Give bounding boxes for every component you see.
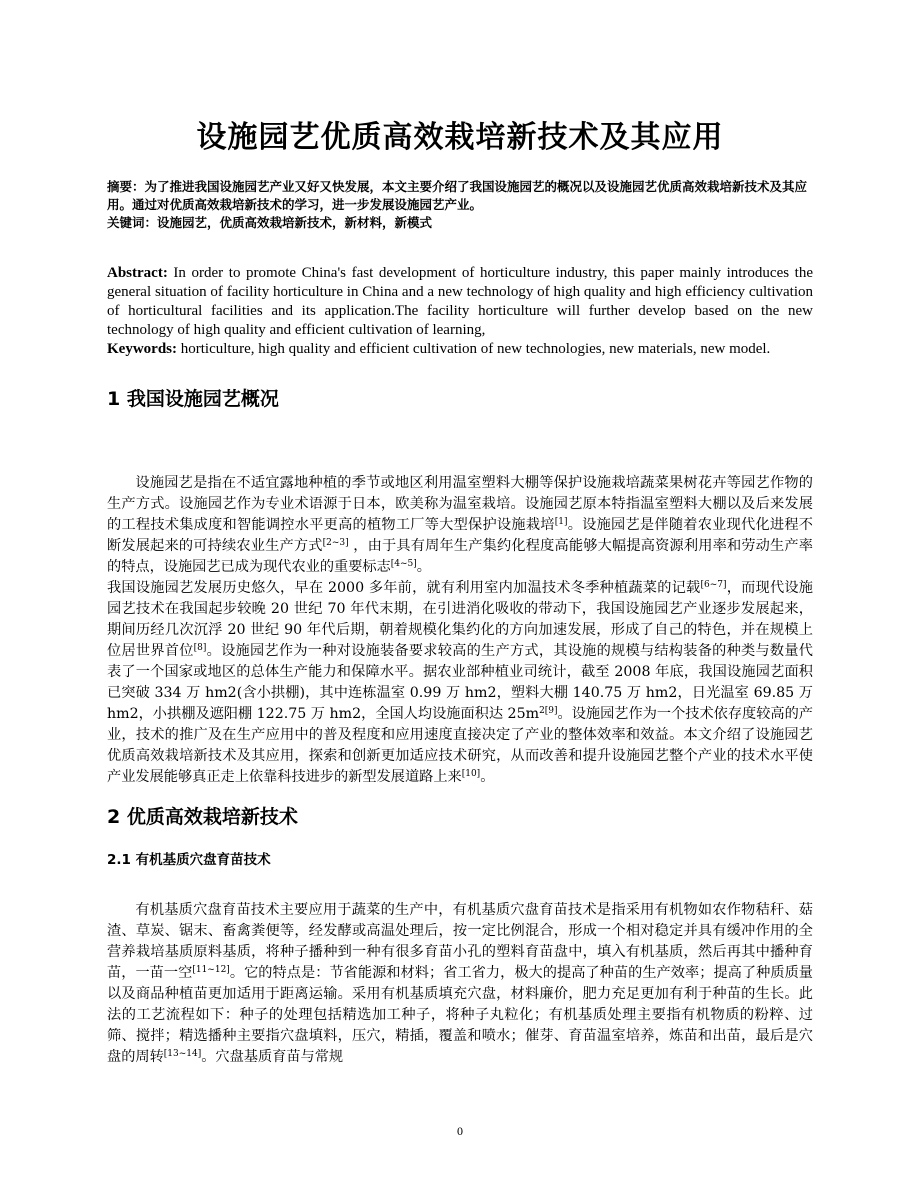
text-run: 我国设施园艺发展历史悠久，早在 2000 多年前，就有利用室内加温技术冬季种植蔬菜的记载 xyxy=(107,580,701,596)
paper-title: 设施园艺优质高效栽培新技术及其应用 xyxy=(196,120,724,155)
text-run: 。它的特点是：节省能源和材料；省工省力，极大的提高了种苗的生产效率；提高了种质质量以及商品种植苗更加适用于距离运输。采用有机基质填充穴盘，材料廉价，肥力充足更加有利于种苗的生长。此法的工艺流程如下：种子的处理包括精选加工种子，将种子丸粒化；有机基质处理主要指有机物质的粉粹、过筛、搅拌；精选播种主要指穴盘填料，压穴，精插，覆盖和喷水；催芽、育苗温室培养，炼苗和出苗，最后是穴盘的周转 xyxy=(107,965,813,1065)
citation: [9] xyxy=(544,706,558,716)
text-run: 有机基质穴盘育苗技术主要应用于蔬菜的生产中，有机基质穴盘育苗技术是指采用有机物如农作物秸秆、菇渣、草炭、锯末、畜禽粪便等，经发酵或高温处理后，按一定比例混合，形成一个相对稳定并具有缓冲作用的全营养栽培基质原料基质，将种子播种到一种有很多育苗小孔的塑料育苗盘中，填入有机基质，然后再其中播种育苗，一苗一空 xyxy=(107,902,813,981)
english-keywords-text: horticulture, high quality and efficient cultivation of new technologies, new materials, new model. xyxy=(177,341,771,357)
section-1-paragraph-2 xyxy=(107,578,813,788)
chinese-keywords xyxy=(107,214,813,232)
citation: [2~3] xyxy=(322,538,349,548)
text-run: 。 xyxy=(416,559,431,575)
text-run: ，由于具有周年生产集约化程度高能够大幅提高资源利用率和劳动生产率的特点，设施园艺已成为现代农业的重要标志 xyxy=(107,538,813,575)
section-1-body xyxy=(107,473,813,788)
section-2-1-body xyxy=(107,900,813,1068)
page-number: 0 xyxy=(457,1124,463,1138)
english-abstract-text: In order to promote China's fast development of horticulture industry, this paper mainly introduces the general situation of facility horticulture in China and a new technology of high quality and high efficiency cultivation of horticultural facilities and its application.The facility horticulture will further develop based on the new technology of high quality and efficient cultivation of learning, xyxy=(107,265,813,338)
text-run: 。穴盘基质育苗与常规 xyxy=(201,1049,344,1065)
citation: [13~14] xyxy=(163,1049,202,1059)
section-1-heading: 1 我国设施园艺概况 xyxy=(107,388,279,410)
text-run: 设施园艺是指在不适宜露地种植的季节或地区利用温室塑料大棚等保护设施栽培蔬菜果树花卉等园艺作物的生产方式。设施园艺作为专业术语源于日本，欧美称为温室栽培。设施园艺原本特指温室塑料大棚以及后来发展的工程技术集成度和智能调控水平更高的植物工厂等大型保护设施栽培 xyxy=(107,475,813,533)
english-abstract-paragraph xyxy=(107,264,813,340)
citation: [1] xyxy=(554,517,568,527)
text-run: 。设施园艺是伴随着农业现代化进程不断发展起来的可持续农业生产方式 xyxy=(107,517,813,554)
section-1-paragraph-1 xyxy=(107,473,813,578)
section-2-1-heading: 2.1 有机基质穴盘育苗技术 xyxy=(107,852,271,868)
section-2-1-paragraph-1 xyxy=(107,900,813,1068)
text-run: ，而现代设施园艺技术在我国起步较晚 20 世纪 70 年代末期，在引进消化吸收的带动下，我国设施园艺产业逐步发展起来，期间历经几次沉浮 20 世纪 90 年代后期，朝着规模化集约化的方向加速发展，形成了自己的特色，并在规模上位居世界首位 xyxy=(107,580,813,659)
chinese-abstract-text: 为了推进我国设施园艺产业又好又快发展，本文主要介绍了我国设施园艺的概况以及设施园艺优质高效栽培新技术及其应用。通过对优质高效栽培新技术的学习，进一步发展设施园艺产业。 xyxy=(107,179,808,212)
section-2-heading: 2 优质高效栽培新技术 xyxy=(107,806,298,828)
citation: [11~12] xyxy=(192,965,230,975)
text-run: 。设施园艺作为一种对设施装备要求较高的生产方式，其设施的规模与结构装备的种类与数量代表了一个国家或地区的总体生产能力和保障水平。据农业部种植业司统计，截至 2008 年底，我国设施园艺面积已突破 334 万 hm2(含小拱棚)，其中连栋温室 0.99 万 hm2，塑料大棚 140.75 万 hm2，日光温室 69.85 万 hm2，小拱棚及遮阳棚 122.75 万 hm2，全国人均设施面积达 25m xyxy=(107,643,813,722)
citation: [4~5] xyxy=(390,559,417,569)
chinese-keywords-label: 关键词： xyxy=(107,215,158,230)
english-keywords-label: Keywords: xyxy=(107,341,177,357)
citation: [10] xyxy=(461,769,481,779)
chinese-abstract-paragraph xyxy=(107,178,813,214)
citation: [6~7] xyxy=(700,580,727,590)
chinese-abstract xyxy=(107,178,813,232)
english-keywords xyxy=(107,340,813,359)
chinese-keywords-text: 设施园艺，优质高效栽培新技术，新材料，新模式 xyxy=(157,215,433,230)
english-abstract xyxy=(107,264,813,359)
english-abstract-label: Abstract: xyxy=(107,265,168,281)
superscript-unit: 2 xyxy=(539,706,545,716)
citation: [8] xyxy=(193,643,207,653)
text-run: 。设施园艺作为一个技术依存度较高的产业，技术的推广及在生产应用中的普及程度和应用速度直接决定了产业的整体效率和效益。本文介绍了设施园艺优质高效栽培新技术及其应用，探索和创新更加适应技术研究，从而改善和提升设施园艺整个产业的技术水平使产业发展能够真正走上依靠科技进步的新型发展道路上来 xyxy=(107,706,813,785)
chinese-abstract-label: 摘要： xyxy=(107,179,145,194)
text-run: 。 xyxy=(480,769,495,785)
